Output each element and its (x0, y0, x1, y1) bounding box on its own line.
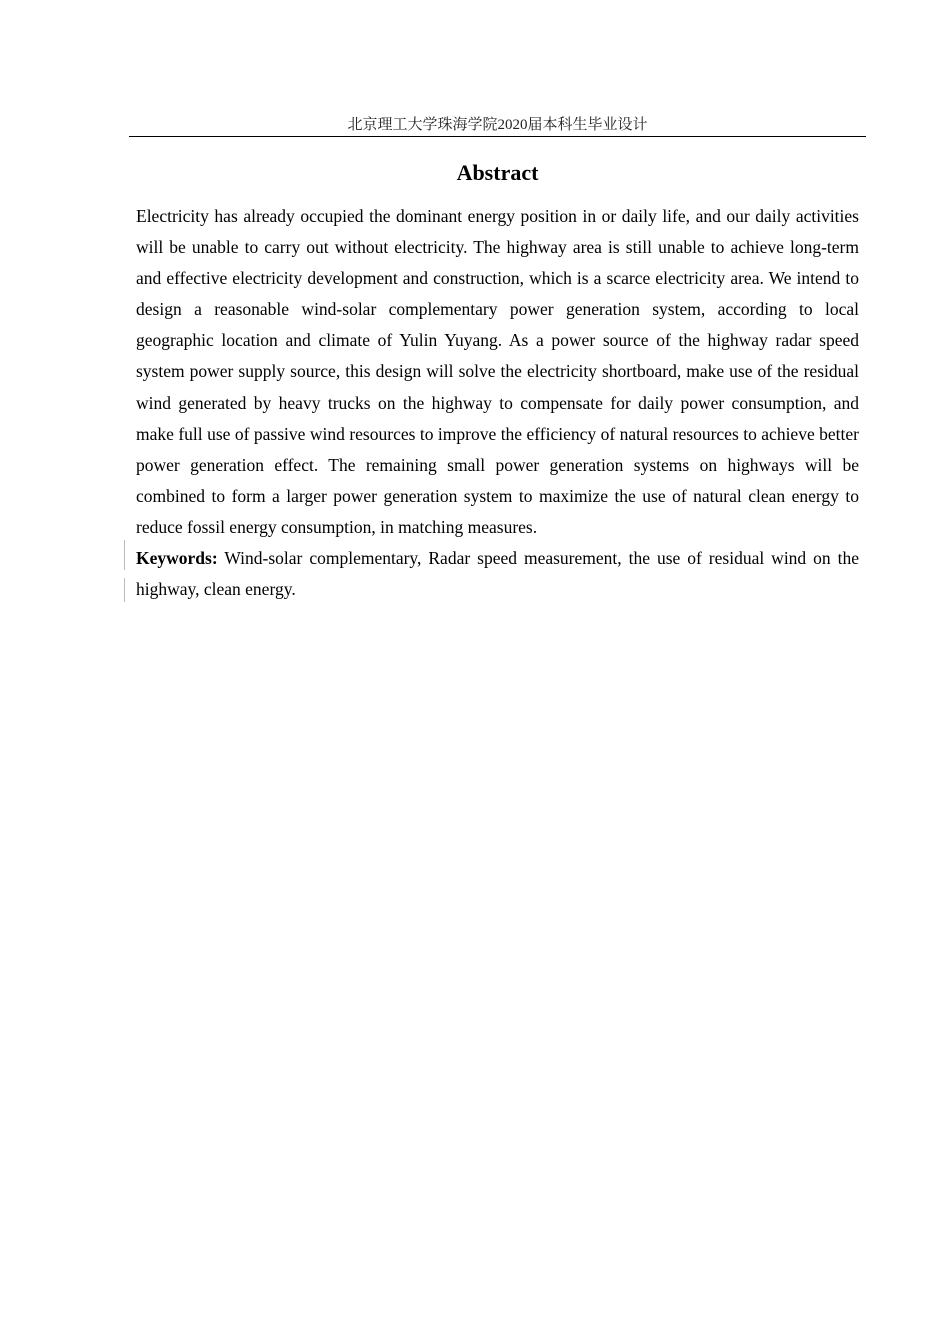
abstract-content (136, 201, 859, 605)
keywords-label: Keywords: (136, 548, 218, 569)
abstract-paragraph: Electricity has already occupied the dominant energy position in or daily life, and our daily activities will be unable to carry out without electricity. The highway area is still unable to achieve long-term and effective electricity development and construction, which is a scarce electricity area. We intend to design a reasonable wind-solar complementary power generation system, according to local geographic location and climate of Yulin Yuyang. As a power source of the highway radar speed system power supply source, this design will solve the electricity shortboard, make use of the residual wind generated by heavy trucks on the highway to compensate for daily power consumption, and make full use of passive wind resources to improve the efficiency of natural resources to achieve better power generation effect. The remaining small power generation systems on highways will be combined to form a larger power generation system to maximize the use of natural clean energy to reduce fossil energy consumption, in matching measures. (136, 206, 859, 537)
change-bar-mark (124, 540, 125, 570)
header-divider (129, 136, 866, 137)
abstract-heading: Abstract (456, 160, 539, 185)
change-bar-mark (124, 578, 125, 602)
keywords-paragraph (136, 543, 859, 605)
running-header: 北京理工大学珠海学院2020届本科生毕业设计 (347, 117, 648, 133)
keywords-text: Wind-solar complementary, Radar speed measurement, the use of residual wind on the highway, clean energy. (136, 548, 860, 600)
